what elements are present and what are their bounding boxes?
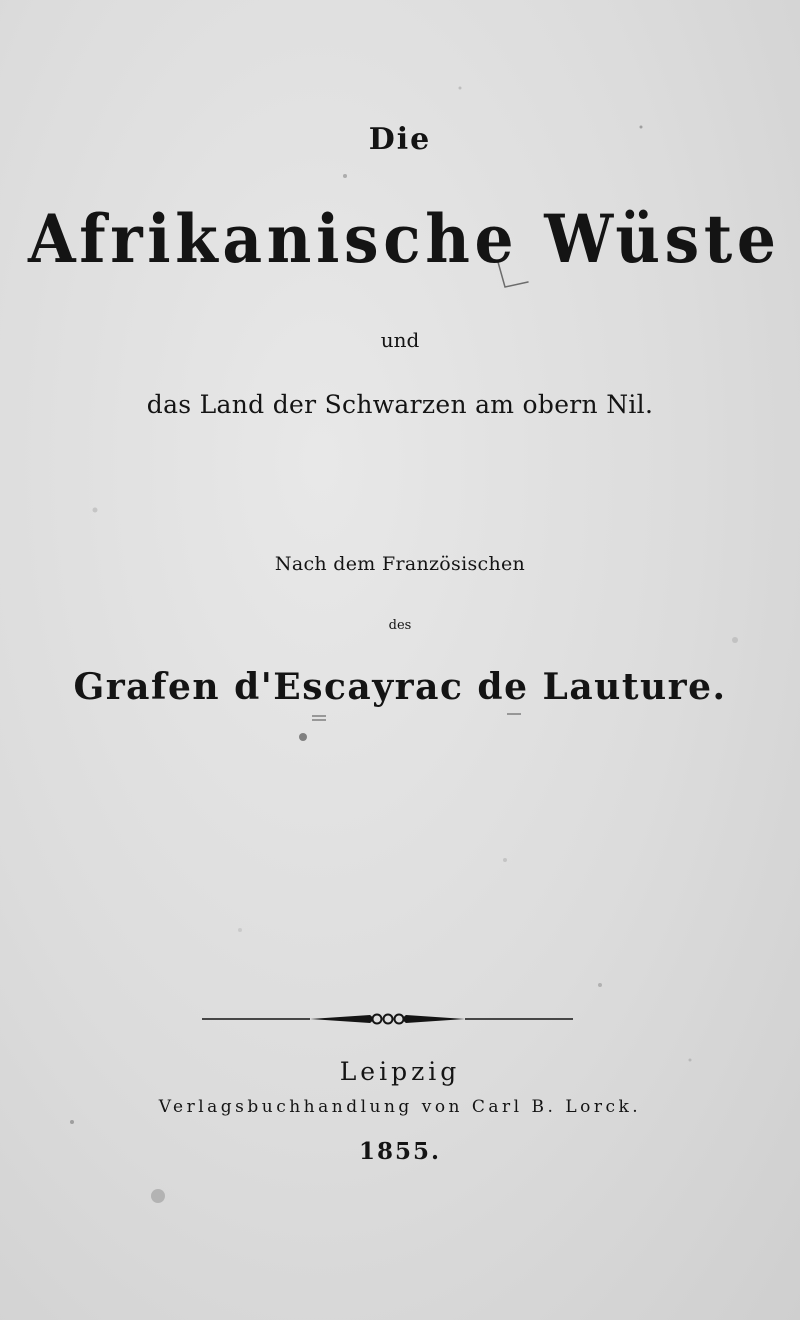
subtitle: das Land der Schwarzen am obern Nil. [146, 390, 654, 419]
genitive-article: des [388, 618, 412, 633]
conjunction: und [380, 328, 420, 352]
source-note: Nach dem Französischen [274, 553, 526, 575]
author-name: Grafen d'Escayrac de Lauture. [73, 666, 727, 708]
publisher: Verlagsbuchhandlung von Carl B. Lorck. [158, 1097, 642, 1117]
title-article: Die [368, 122, 432, 157]
publication-place: Leipzig [339, 1057, 461, 1086]
ornamental-rule-icon [200, 1006, 575, 1032]
main-title: Afrikanische Wüste [28, 200, 781, 278]
publication-year: 1855. [358, 1138, 442, 1165]
